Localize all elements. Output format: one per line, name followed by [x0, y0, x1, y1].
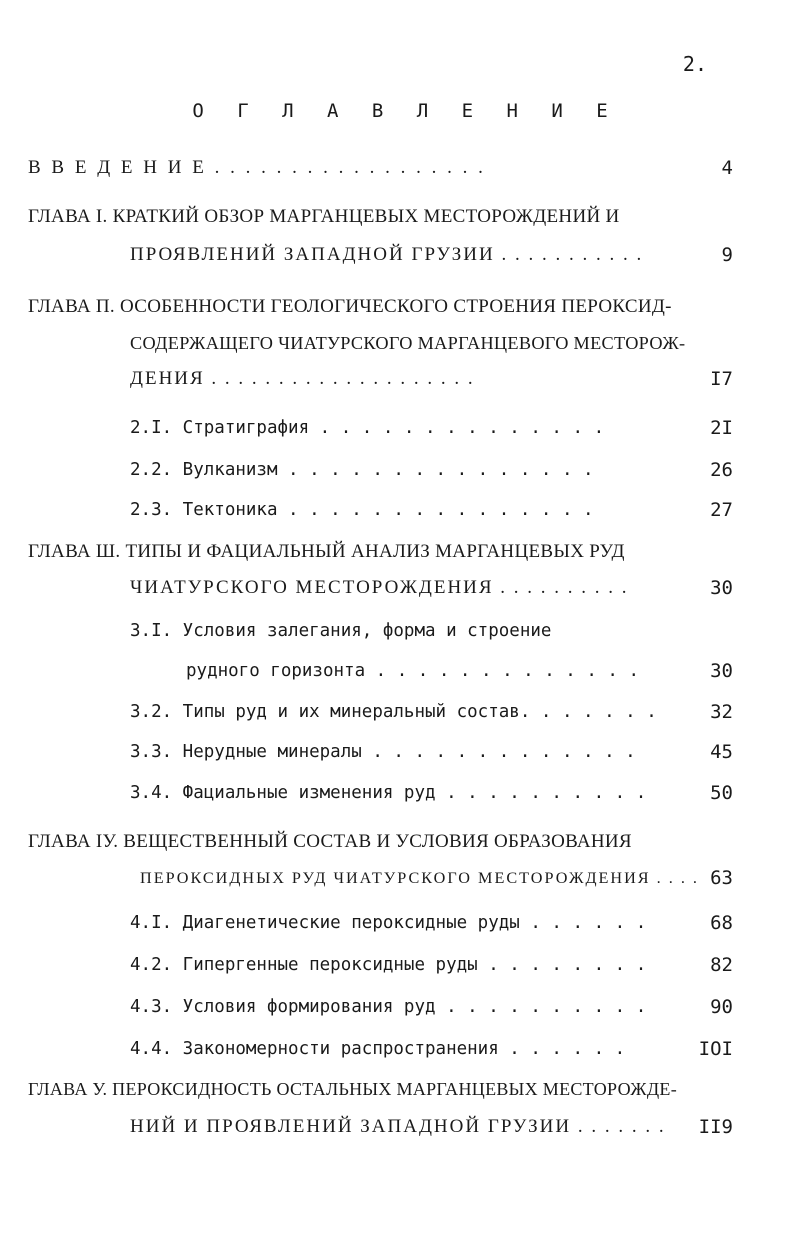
- toc-page-3-2: 32: [710, 701, 733, 723]
- toc-entry-2-2: 2.2. Вулканизм . . . . . . . . . . . . . . .: [130, 460, 594, 480]
- toc-entry-3-3: 3.3. Нерудные минералы . . . . . . . . . . . . .: [130, 742, 636, 762]
- toc-entry-4-3: 4.3. Условия формирования руд . . . . . . . . . .: [130, 997, 647, 1017]
- toc-page-4-1: 68: [710, 912, 733, 934]
- page-number: 2.: [682, 52, 707, 76]
- toc-page-chapter-4: 63: [710, 867, 733, 889]
- toc-entry-intro: В В Е Д Е Н И Е . . . . . . . . . . . . . . . . . .: [28, 157, 486, 178]
- toc-entry-chapter-2-line-1: ГЛАВА П. ОСОБЕННОСТИ ГЕОЛОГИЧЕСКОГО СТРОЕНИЯ ПЕРОКСИД-: [28, 296, 672, 317]
- toc-entry-chapter-4-line-1: ГЛАВА IУ. ВЕЩЕСТВЕННЫЙ СОСТАВ И УСЛОВИЯ ОБРАЗОВАНИЯ: [28, 831, 632, 852]
- toc-entry-chapter-3-line-1: ГЛАВА Ш. ТИПЫ И ФАЦИАЛЬНЫЙ АНАЛИЗ МАРГАНЦЕВЫХ РУД: [28, 541, 625, 562]
- toc-entry-4-2: 4.2. Гипергенные пероксидные руды . . . . . . . .: [130, 955, 647, 975]
- toc-page-4-3: 90: [710, 996, 733, 1018]
- toc-entry-chapter-3-line-2: ЧИАТУРСКОГО МЕСТОРОЖДЕНИЯ . . . . . . . . . .: [130, 577, 629, 598]
- toc-entry-chapter-1-line-2: ПРОЯВЛЕНИЙ ЗАПАДНОЙ ГРУЗИИ . . . . . . . . . . .: [130, 244, 644, 265]
- toc-entry-3-1-line-2: рудного горизонта . . . . . . . . . . . . .: [186, 661, 640, 681]
- toc-page-4-4: IOI: [698, 1038, 733, 1060]
- toc-page-intro: 4: [721, 157, 733, 179]
- toc-entry-chapter-4-line-2: ПЕРОКСИДНЫХ РУД ЧИАТУРСКОГО МЕСТОРОЖДЕНИЯ . . . .: [140, 869, 699, 887]
- toc-page-3-4: 50: [710, 782, 733, 804]
- toc-page-2-3: 27: [710, 499, 733, 521]
- toc-page-3-3: 45: [710, 741, 733, 763]
- toc-page-3-1: 30: [710, 660, 733, 682]
- toc-entry-3-1-line-1: 3.I. Условия залегания, форма и строение: [130, 621, 552, 641]
- toc-entry-chapter-1-line-1: ГЛАВА I. КРАТКИЙ ОБЗОР МАРГАНЦЕВЫХ МЕСТОРОЖДЕНИЙ И: [28, 206, 620, 227]
- toc-page-chapter-5: II9: [698, 1116, 733, 1138]
- toc-page-2-1: 2I: [710, 417, 733, 439]
- toc-entry-2-1: 2.I. Стратиграфия . . . . . . . . . . . . . .: [130, 418, 605, 438]
- toc-entry-chapter-5-line-1: ГЛАВА У. ПЕРОКСИДНОСТЬ ОСТАЛЬНЫХ МАРГАНЦЕВЫХ МЕСТОРОЖДЕ-: [28, 1079, 678, 1099]
- toc-entry-2-3: 2.3. Тектоника . . . . . . . . . . . . . . .: [130, 500, 594, 520]
- toc-title: О Г Л А В Л Е Н И Е: [192, 100, 619, 122]
- toc-entry-chapter-2-line-3: ДЕНИЯ . . . . . . . . . . . . . . . . . . . .: [130, 368, 475, 389]
- toc-page-chapter-2: I7: [710, 368, 733, 390]
- toc-page-chapter-1: 9: [721, 244, 733, 266]
- toc-page-chapter-3: 30: [710, 577, 733, 599]
- toc-entry-4-1: 4.I. Диагенетические пероксидные руды . . . . . .: [130, 913, 647, 933]
- toc-page-2-2: 26: [710, 459, 733, 481]
- toc-page-4-2: 82: [710, 954, 733, 976]
- toc-entry-4-4: 4.4. Закономерности распространения . . . . . .: [130, 1039, 626, 1059]
- toc-entry-chapter-5-line-2: НИЙ И ПРОЯВЛЕНИЙ ЗАПАДНОЙ ГРУЗИИ . . . . . . .: [130, 1116, 666, 1137]
- toc-entry-3-4: 3.4. Фациальные изменения руд . . . . . . . . . .: [130, 783, 647, 803]
- toc-entry-3-2: 3.2. Типы руд и их минеральный состав. . . . . . .: [130, 702, 657, 722]
- toc-entry-chapter-2-line-2: СОДЕРЖАЩЕГО ЧИАТУРСКОГО МАРГАНЦЕВОГО МЕСТОРОЖ-: [130, 333, 686, 353]
